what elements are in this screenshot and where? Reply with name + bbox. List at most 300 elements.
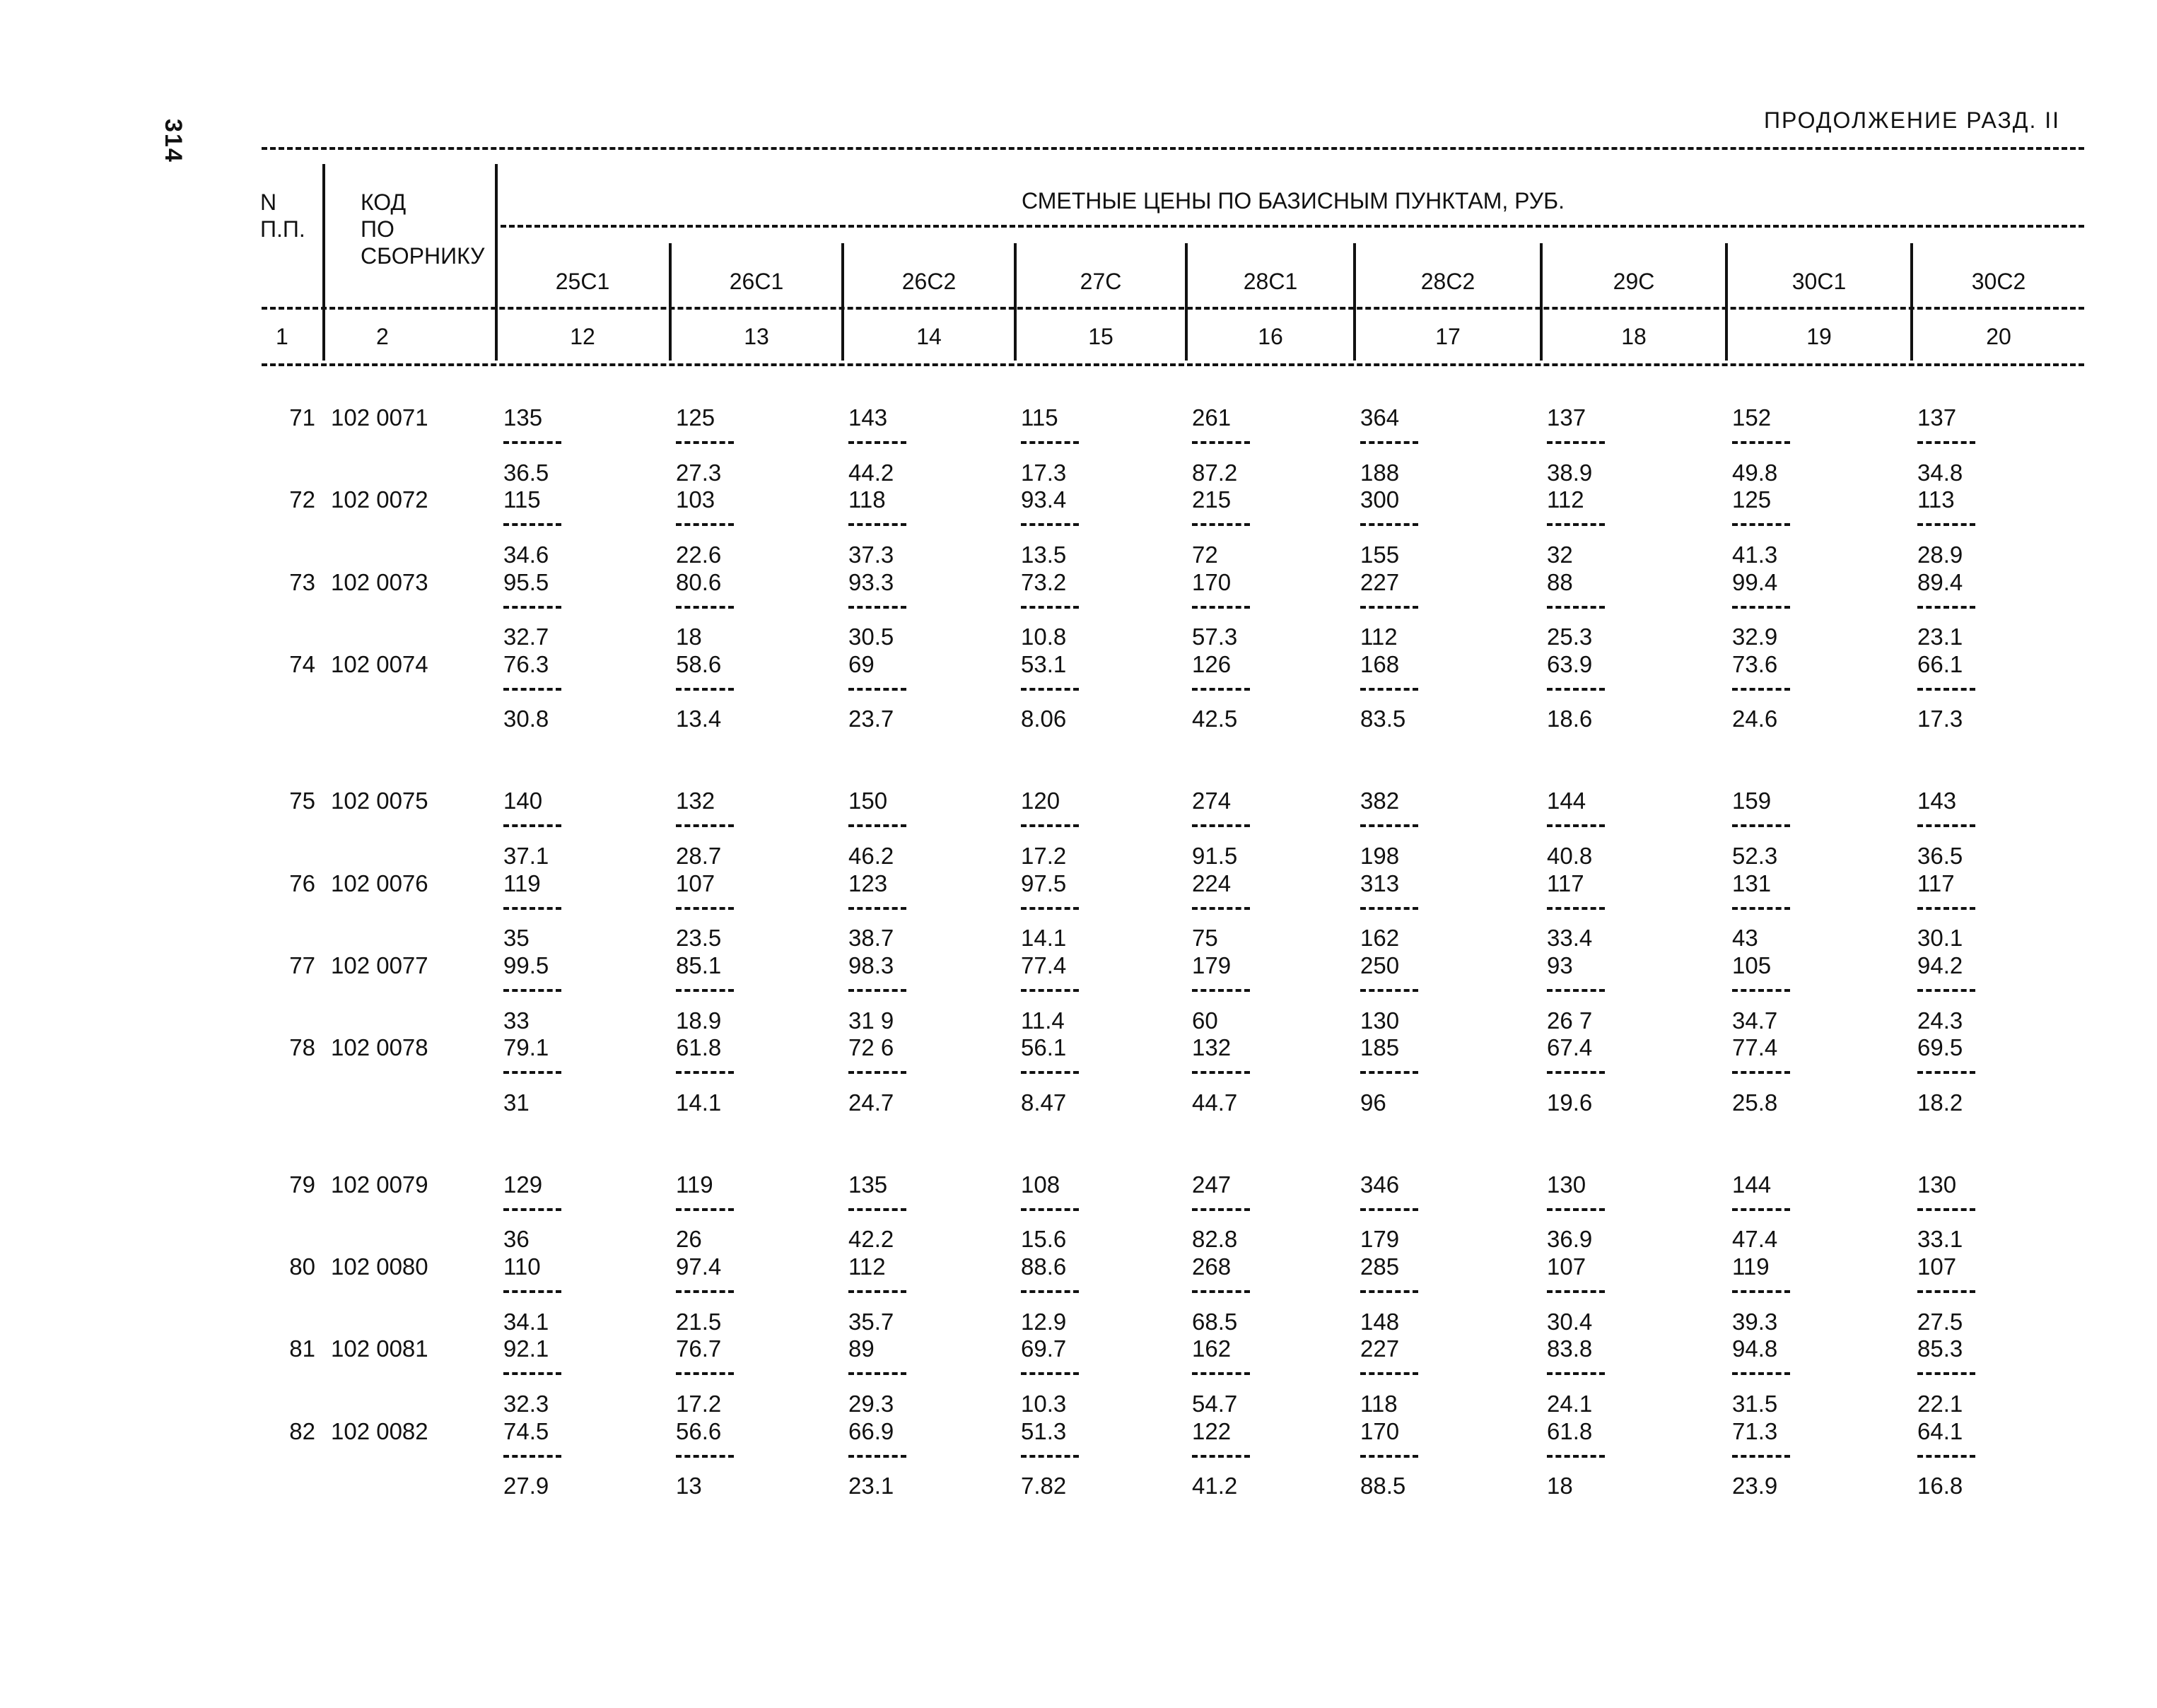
price-value: 125 [676, 404, 715, 431]
price-value: 68.5 [1192, 1308, 1238, 1335]
price-value: 8.47 [1021, 1089, 1067, 1116]
fraction-bar [1547, 688, 1605, 691]
price-value: 32.3 [503, 1390, 549, 1417]
fraction-bar [1732, 441, 1790, 444]
price-value: 69.5 [1917, 1034, 1963, 1061]
row-code: 102 0071 [331, 404, 428, 431]
column-code-label: КОД [361, 189, 407, 215]
price-value: 47.4 [1732, 1226, 1778, 1253]
price-value: 126 [1192, 650, 1232, 677]
price-value: 155 [1360, 541, 1400, 568]
price-value: 88.6 [1021, 1253, 1067, 1280]
price-value: 24.3 [1917, 1007, 1963, 1034]
row-number: 73 [289, 568, 315, 595]
fraction-bar [503, 907, 561, 910]
fraction-bar [1192, 989, 1250, 992]
price-value: 105 [1732, 952, 1772, 978]
price-value: 93.4 [1021, 486, 1067, 513]
price-value: 36.9 [1547, 1226, 1593, 1253]
price-value: 56.6 [676, 1417, 722, 1444]
price-value: 28.7 [676, 842, 722, 869]
fraction-bar [676, 1455, 734, 1458]
fraction-bar [1360, 688, 1418, 691]
price-value: 53.1 [1021, 650, 1067, 677]
fraction-bar [848, 1290, 906, 1293]
price-value: 107 [1917, 1253, 1957, 1280]
fraction-bar [1192, 523, 1250, 526]
price-value: 224 [1192, 870, 1232, 896]
fraction-bar [1021, 907, 1079, 910]
price-value: 72 [1192, 541, 1218, 568]
price-value: 17.2 [676, 1390, 722, 1417]
fraction-bar [1732, 1071, 1790, 1074]
price-value: 69 [848, 650, 875, 677]
price-value: 14.1 [676, 1089, 722, 1116]
fraction-bar [1021, 1290, 1079, 1293]
price-value: 56.1 [1021, 1034, 1067, 1061]
price-value: 313 [1360, 870, 1400, 896]
fraction-bar [848, 824, 906, 827]
price-value: 93 [1547, 952, 1573, 978]
column-n-label: N [260, 189, 277, 215]
fraction-bar [1360, 907, 1418, 910]
price-value: 95.5 [503, 568, 549, 595]
column-number: 15 [1088, 324, 1113, 349]
price-value: 35 [503, 925, 530, 952]
price-value: 91.5 [1192, 842, 1238, 869]
price-value: 66.1 [1917, 650, 1963, 677]
row-number: 77 [289, 952, 315, 978]
price-value: 11.4 [1021, 1007, 1065, 1034]
price-value: 170 [1360, 1417, 1400, 1444]
price-value: 52.3 [1732, 842, 1778, 869]
price-value: 17.3 [1021, 459, 1067, 486]
row-code: 102 0079 [331, 1171, 428, 1198]
price-value: 26 7 [1547, 1007, 1593, 1034]
fraction-bar [1917, 1208, 1975, 1211]
price-value: 44.7 [1192, 1089, 1238, 1116]
row-number: 81 [289, 1335, 315, 1362]
fraction-bar [1547, 1208, 1605, 1211]
price-value: 85.1 [676, 952, 722, 978]
fraction-bar [1021, 1372, 1079, 1375]
fraction-bar [1360, 441, 1418, 444]
fraction-bar [848, 989, 906, 992]
row-number: 80 [289, 1253, 315, 1280]
price-value: 37.1 [503, 842, 549, 869]
price-value: 99.4 [1732, 568, 1778, 595]
fraction-bar [1732, 688, 1790, 691]
price-value: 61.8 [1547, 1417, 1593, 1444]
price-value: 143 [848, 404, 888, 431]
fraction-bar [848, 1455, 906, 1458]
fraction-bar [1917, 1372, 1975, 1375]
fraction-bar [1917, 989, 1975, 992]
column-number: 12 [570, 324, 595, 349]
price-value: 129 [503, 1171, 543, 1198]
fraction-bar [1547, 907, 1605, 910]
price-value: 82.8 [1192, 1226, 1238, 1253]
row-number: 76 [289, 870, 315, 896]
price-value: 110 [503, 1253, 541, 1280]
price-value: 36.5 [503, 459, 549, 486]
price-value: 64.1 [1917, 1417, 1963, 1444]
price-value: 148 [1360, 1308, 1400, 1335]
row-code: 102 0081 [331, 1335, 428, 1362]
column-number: 13 [744, 324, 769, 349]
price-value: 35.7 [848, 1308, 894, 1335]
fraction-bar [1547, 523, 1605, 526]
price-value: 39.3 [1732, 1308, 1778, 1335]
price-value: 49.8 [1732, 459, 1778, 486]
price-value: 119 [676, 1171, 713, 1198]
row-code: 102 0074 [331, 650, 428, 677]
fraction-bar [1192, 688, 1250, 691]
fraction-bar [1547, 441, 1605, 444]
row-number: 71 [289, 404, 315, 431]
price-value: 7.82 [1021, 1473, 1067, 1499]
fraction-bar [676, 441, 734, 444]
price-value: 19.6 [1547, 1089, 1593, 1116]
price-value: 30.4 [1547, 1308, 1593, 1335]
fraction-bar [1547, 989, 1605, 992]
fraction-bar [1917, 1071, 1975, 1074]
price-value: 33 [503, 1007, 530, 1034]
price-value: 112 [848, 1253, 886, 1280]
price-value: 77.4 [1021, 952, 1067, 978]
price-value: 27.9 [503, 1473, 549, 1499]
point-label: 29С [1613, 269, 1655, 294]
price-value: 28.9 [1917, 541, 1963, 568]
price-value: 98.3 [848, 952, 894, 978]
price-value: 96 [1360, 1089, 1386, 1116]
price-value: 247 [1192, 1171, 1232, 1198]
price-value: 87.2 [1192, 459, 1238, 486]
column-number: 2 [376, 324, 389, 349]
fraction-bar [1192, 907, 1250, 910]
price-value: 215 [1192, 486, 1232, 513]
point-label: 28С1 [1243, 269, 1298, 294]
fraction-bar [848, 907, 906, 910]
point-label: 27С [1080, 269, 1122, 294]
price-value: 30.1 [1917, 925, 1963, 952]
column-code-label: СБОРНИКУ [361, 243, 485, 269]
price-value: 179 [1360, 1226, 1400, 1253]
price-value: 30.8 [503, 706, 549, 732]
fraction-bar [1192, 441, 1250, 444]
row-number: 75 [289, 788, 315, 814]
price-value: 40.8 [1547, 842, 1593, 869]
price-value: 76.3 [503, 650, 549, 677]
price-value: 51.3 [1021, 1417, 1067, 1444]
fraction-bar [503, 824, 561, 827]
fraction-bar [1732, 606, 1790, 609]
price-value: 66.9 [848, 1417, 894, 1444]
price-value: 46.2 [848, 842, 894, 869]
price-value: 22.1 [1917, 1390, 1963, 1417]
row-number: 74 [289, 650, 315, 677]
price-value: 85.3 [1917, 1335, 1963, 1362]
price-value: 32.7 [503, 624, 549, 650]
price-value: 137 [1917, 404, 1957, 431]
fraction-bar [676, 523, 734, 526]
price-value: 94.8 [1732, 1335, 1778, 1362]
price-value: 13.4 [676, 706, 722, 732]
column-number: 16 [1258, 324, 1283, 349]
fraction-bar [1360, 606, 1418, 609]
price-group-title: СМЕТНЫЕ ЦЕНЫ ПО БАЗИСНЫМ ПУНКТАМ, РУБ. [1022, 188, 1565, 214]
fraction-bar [676, 688, 734, 691]
price-value: 25.8 [1732, 1089, 1778, 1116]
fraction-bar [503, 523, 561, 526]
price-value: 61.8 [676, 1034, 722, 1061]
price-value: 274 [1192, 788, 1232, 814]
fraction-bar [1732, 1290, 1790, 1293]
price-value: 150 [848, 788, 888, 814]
price-value: 34.7 [1732, 1007, 1778, 1034]
price-value: 92.1 [503, 1335, 549, 1362]
fraction-bar [503, 688, 561, 691]
point-label: 26С2 [901, 269, 957, 294]
price-value: 125 [1732, 486, 1772, 513]
price-value: 24.7 [848, 1089, 894, 1116]
price-value: 75 [1192, 925, 1218, 952]
price-value: 118 [1360, 1390, 1398, 1417]
price-value: 31.5 [1732, 1390, 1778, 1417]
fraction-bar [1917, 441, 1975, 444]
fraction-bar [848, 441, 906, 444]
column-number: 20 [1986, 324, 2011, 349]
price-value: 34.6 [503, 541, 549, 568]
price-value: 159 [1732, 788, 1772, 814]
price-value: 130 [1547, 1171, 1586, 1198]
fraction-bar [1360, 1372, 1418, 1375]
fraction-bar [1732, 989, 1790, 992]
fraction-bar [503, 1290, 561, 1293]
price-value: 108 [1021, 1171, 1060, 1198]
price-value: 32 [1547, 541, 1573, 568]
price-value: 41.2 [1192, 1473, 1238, 1499]
price-value: 94.2 [1917, 952, 1963, 978]
price-value: 97.5 [1021, 870, 1067, 896]
price-value: 29.3 [848, 1390, 894, 1417]
price-value: 23.5 [676, 925, 722, 952]
price-value: 185 [1360, 1034, 1400, 1061]
price-value: 88 [1547, 568, 1573, 595]
row-code: 102 0075 [331, 788, 428, 814]
fraction-bar [1547, 824, 1605, 827]
fraction-bar [1917, 688, 1975, 691]
price-value: 107 [1547, 1253, 1586, 1280]
fraction-bar [1547, 1372, 1605, 1375]
fraction-bar [1360, 1208, 1418, 1211]
fraction-bar [1021, 441, 1079, 444]
price-value: 27.5 [1917, 1308, 1963, 1335]
price-value: 119 [1732, 1253, 1770, 1280]
price-value: 135 [848, 1171, 888, 1198]
fraction-bar [1917, 523, 1975, 526]
column-number: 14 [916, 324, 942, 349]
price-value: 33.4 [1547, 925, 1593, 952]
price-value: 23.9 [1732, 1473, 1778, 1499]
price-value: 22.6 [676, 541, 722, 568]
point-label: 26С1 [729, 269, 784, 294]
price-value: 97.4 [676, 1253, 722, 1280]
fraction-bar [1021, 1071, 1079, 1074]
fraction-bar [1021, 688, 1079, 691]
column-code-label: ПО [361, 216, 394, 242]
column-number: 19 [1806, 324, 1832, 349]
price-value: 89.4 [1917, 568, 1963, 595]
fraction-bar [1732, 1208, 1790, 1211]
price-value: 33.1 [1917, 1226, 1963, 1253]
price-value: 120 [1021, 788, 1060, 814]
price-value: 41.3 [1732, 541, 1778, 568]
price-value: 107 [676, 870, 715, 896]
price-value: 24.6 [1732, 706, 1778, 732]
price-value: 13.5 [1021, 541, 1067, 568]
price-value: 83.5 [1360, 706, 1406, 732]
fraction-bar [1360, 1290, 1418, 1293]
fraction-bar [1732, 907, 1790, 910]
fraction-bar [1547, 1071, 1605, 1074]
price-value: 123 [848, 870, 888, 896]
price-value: 168 [1360, 650, 1400, 677]
fraction-bar [676, 989, 734, 992]
price-value: 37.3 [848, 541, 894, 568]
price-value: 131 [1732, 870, 1772, 896]
price-value: 93.3 [848, 568, 894, 595]
price-value: 10.3 [1021, 1390, 1067, 1417]
price-value: 382 [1360, 788, 1400, 814]
price-value: 69.7 [1021, 1335, 1067, 1362]
price-value: 63.9 [1547, 650, 1593, 677]
price-value: 31 9 [848, 1007, 894, 1034]
fraction-bar [676, 1290, 734, 1293]
row-code: 102 0078 [331, 1034, 428, 1061]
price-value: 300 [1360, 486, 1400, 513]
fraction-bar [1021, 606, 1079, 609]
price-value: 73.6 [1732, 650, 1778, 677]
price-value: 13 [676, 1473, 702, 1499]
price-value: 77.4 [1732, 1034, 1778, 1061]
price-value: 60 [1192, 1007, 1218, 1034]
price-value: 117 [1547, 870, 1584, 896]
price-value: 15.6 [1021, 1226, 1067, 1253]
row-code: 102 0073 [331, 568, 428, 595]
price-value: 34.1 [503, 1308, 549, 1335]
fraction-bar [1732, 1372, 1790, 1375]
price-value: 30.5 [848, 624, 894, 650]
price-value: 18 [1547, 1473, 1573, 1499]
row-number: 78 [289, 1034, 315, 1061]
row-number: 82 [289, 1417, 315, 1444]
price-value: 42.5 [1192, 706, 1238, 732]
price-value: 54.7 [1192, 1390, 1238, 1417]
row-code: 102 0076 [331, 870, 428, 896]
price-value: 38.9 [1547, 459, 1593, 486]
price-value: 113 [1917, 486, 1955, 513]
price-value: 67.4 [1547, 1034, 1593, 1061]
fraction-bar [1732, 523, 1790, 526]
price-value: 144 [1547, 788, 1586, 814]
price-value: 17.2 [1021, 842, 1067, 869]
price-value: 144 [1732, 1171, 1772, 1198]
row-code: 102 0080 [331, 1253, 428, 1280]
price-value: 23.1 [1917, 624, 1963, 650]
price-value: 26 [676, 1226, 702, 1253]
price-value: 36 [503, 1226, 530, 1253]
section-continuation: ПРОДОЛЖЕНИЕ РАЗД. II [1764, 107, 2061, 133]
fraction-bar [1360, 1071, 1418, 1074]
price-value: 285 [1360, 1253, 1400, 1280]
price-value: 115 [503, 486, 541, 513]
price-value: 38.7 [848, 925, 894, 952]
fraction-bar [848, 1372, 906, 1375]
fraction-bar [1192, 1208, 1250, 1211]
fraction-bar [1021, 523, 1079, 526]
point-label: 30С1 [1791, 269, 1847, 294]
fraction-bar [503, 989, 561, 992]
fraction-bar [1732, 1455, 1790, 1458]
fraction-bar [1192, 824, 1250, 827]
column-number: 18 [1621, 324, 1647, 349]
price-value: 118 [848, 486, 886, 513]
price-value: 25.3 [1547, 624, 1593, 650]
price-value: 99.5 [503, 952, 549, 978]
price-value: 135 [503, 404, 543, 431]
fraction-bar [503, 1208, 561, 1211]
fraction-bar [1021, 824, 1079, 827]
fraction-bar [503, 1455, 561, 1458]
fraction-bar [848, 1071, 906, 1074]
fraction-bar [676, 606, 734, 609]
price-value: 198 [1360, 842, 1400, 869]
price-value: 162 [1192, 1335, 1232, 1362]
price-value: 18 [676, 624, 702, 650]
price-value: 24.1 [1547, 1390, 1593, 1417]
fraction-bar [503, 441, 561, 444]
fraction-bar [1360, 989, 1418, 992]
fraction-bar [1547, 606, 1605, 609]
price-value: 188 [1360, 459, 1400, 486]
price-value: 18.6 [1547, 706, 1593, 732]
fraction-bar [503, 1372, 561, 1375]
price-value: 27.3 [676, 459, 722, 486]
price-value: 140 [503, 788, 543, 814]
price-value: 16.8 [1917, 1473, 1963, 1499]
price-value: 162 [1360, 925, 1400, 952]
price-value: 119 [503, 870, 541, 896]
price-value: 250 [1360, 952, 1400, 978]
row-number: 79 [289, 1171, 315, 1198]
price-value: 89 [848, 1335, 875, 1362]
price-value: 17.3 [1917, 706, 1963, 732]
price-value: 227 [1360, 568, 1400, 595]
price-value: 12.9 [1021, 1308, 1067, 1335]
price-value: 8.06 [1021, 706, 1067, 732]
price-value: 73.2 [1021, 568, 1067, 595]
fraction-bar [1547, 1455, 1605, 1458]
fraction-bar [1021, 989, 1079, 992]
price-value: 57.3 [1192, 624, 1238, 650]
price-value: 261 [1192, 404, 1232, 431]
price-value: 83.8 [1547, 1335, 1593, 1362]
point-label: 30С2 [1971, 269, 2026, 294]
fraction-bar [1917, 1455, 1975, 1458]
price-value: 42.2 [848, 1226, 894, 1253]
price-value: 10.8 [1021, 624, 1067, 650]
